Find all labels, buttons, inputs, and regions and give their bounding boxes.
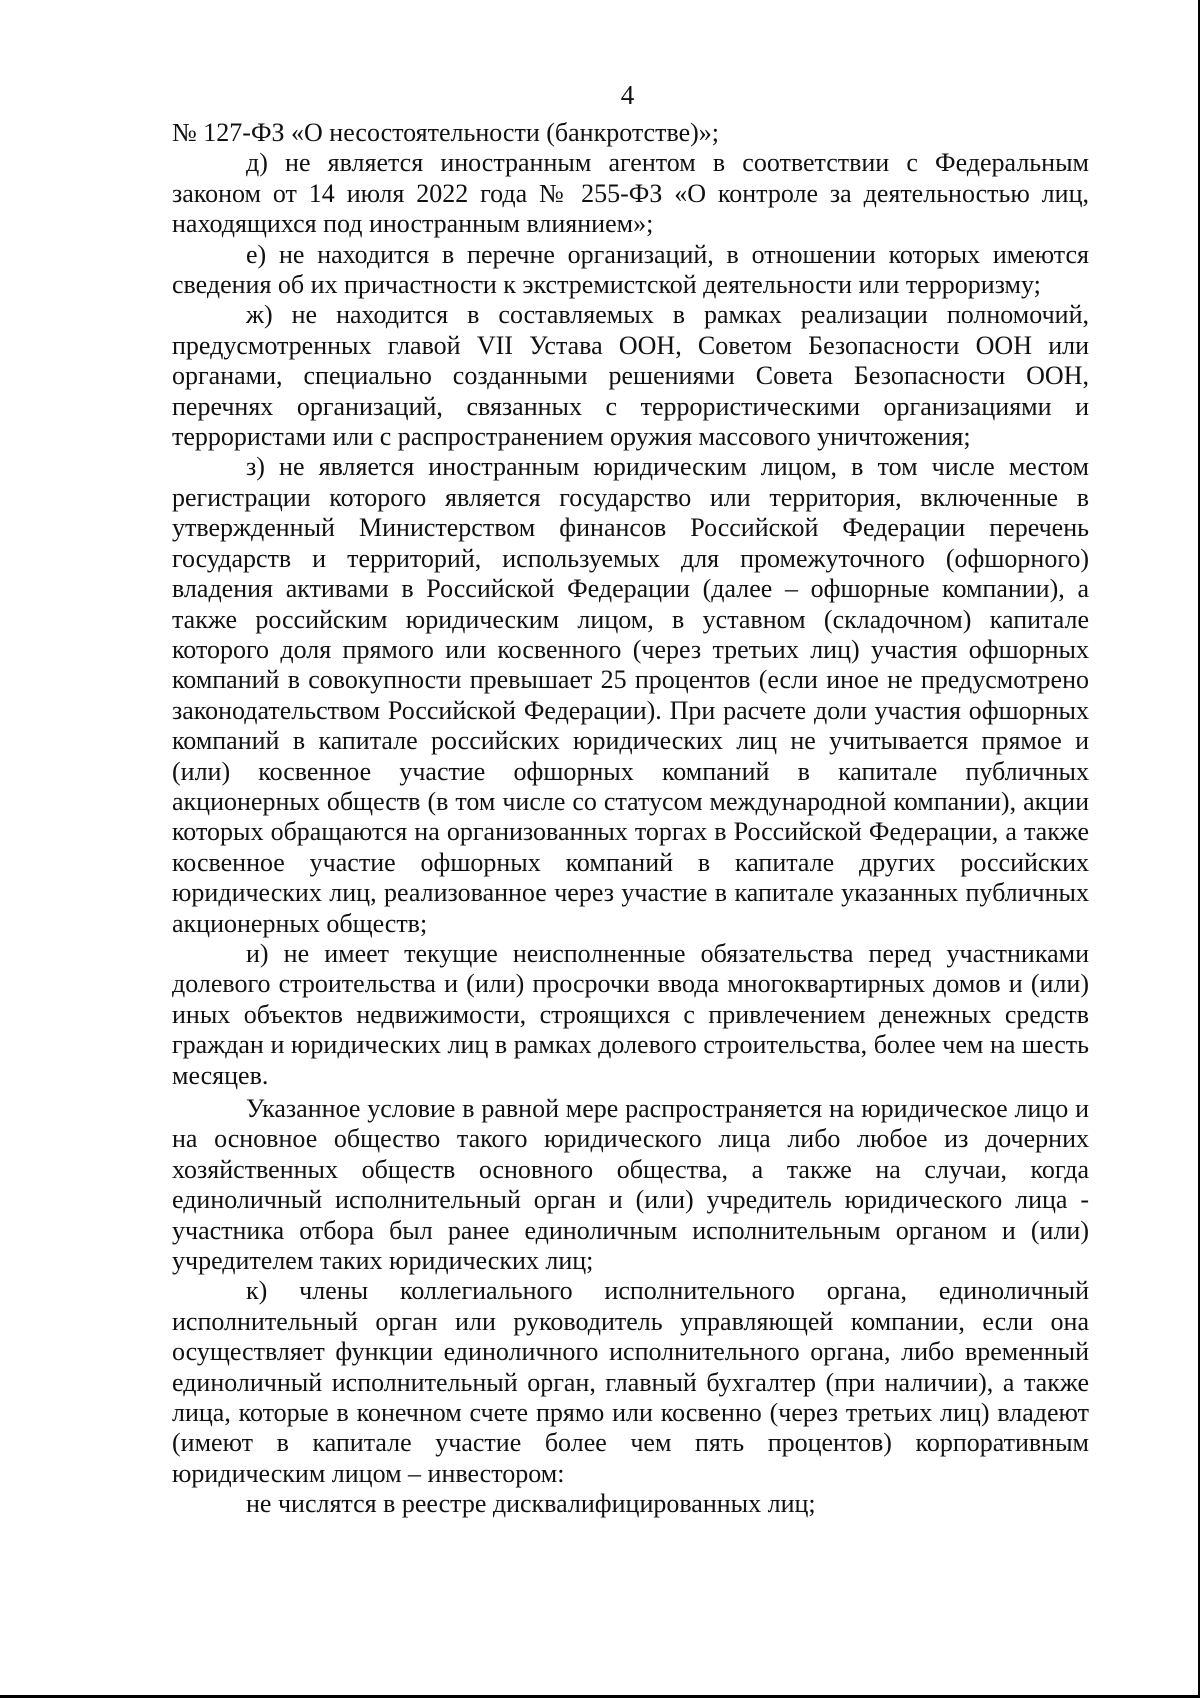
paragraph-item-k: к) члены коллегиального исполнительного органа, единоличный исполнительный орган или руководитель управляющей компании, если она осуществляет функции единоличного исполнительного органа, либо временный единоличный исполнительный орган, главный бухгалтер (при наличии), а также лица, которые в конечном счете прямо или косвенно (через третьих лиц) владеют (имеют в капитале участие более чем пять процентов) корпоративным юридическим лицом – инвестором: <box>172 1276 1089 1488</box>
paragraph-item-i: и) не имеет текущие неисполненные обязательства перед участниками долевого строительства и (или) просрочки ввода многоквартирных домов и (или) иных объектов недвижимости, строящихся с привлечением денежных средств граждан и юридических лиц в рамках долевого строительства, более чем на шесть месяцев. <box>172 938 1089 1090</box>
paragraph-continuation: № 127-ФЗ «О несостоятельности (банкротстве)»; <box>172 118 719 147</box>
paragraph-item-e: е) не находится в перечне организаций, в отношении которых имеются сведения об их причастности к экстремистской деятельности или терроризму; <box>172 239 1089 300</box>
page-number: 4 <box>620 80 635 110</box>
paragraph-item-d: д) не является иностранным агентом в соответствии с Федеральным законом от 14 июля 2022 года № 255-ФЗ «О контроле за деятельностью лиц, находящихся под иностранным влиянием»; <box>172 148 1089 239</box>
document-body <box>172 118 1089 1520</box>
paragraph-item-z: з) не является иностранным юридическим лицом, в том числе местом регистрации которого является государство или территория, включенные в утвержденный Министерством финансов Российской Федерации перечень государств и территорий, используемых для промежуточного (офшорного) владения активами в Российской Федерации (далее – офшорные компании), а также российским юридическим лицом, в уставном (складочном) капитале которого доля прямого или косвенного (через третьих лиц) участия офшорных компаний в совокупности превышает 25 процентов (если иное не предусмотрено законодательством Российской Федерации). При расчете доли участия офшорных компаний в капитале российских юридических лиц не учитывается прямое и (или) косвенное участие офшорных компаний в капитале публичных акционерных обществ (в том числе со статусом международной компании), акции которых обращаются на организованных торгах в Российской Федерации, а также косвенное участие офшорных компаний в капитале других российских юридических лиц, реализованное через участие в капитале указанных публичных акционерных обществ; <box>172 452 1089 938</box>
paragraph-condition: Указанное условие в равной мере распространяется на юридическое лицо и на основное общество такого юридического лица либо любое из дочерних хозяйственных обществ основного общества, а также на случаи, когда единоличный исполнительный орган и (или) учредитель юридического лица - участника отбора был ранее единоличным исполнительным органом и (или) учредителем таких юридических лиц; <box>172 1094 1089 1276</box>
paragraph-item-zh: ж) не находится в составляемых в рамках реализации полномочий, предусмотренных главой VII Устава ООН, Советом Безопасности ООН или органами, специально созданными решениями Совета Безопасности ООН, перечнях организаций, связанных с террористическими организациями и террористами или с распространением оружия массового уничтожения; <box>172 300 1089 452</box>
paragraph-subitem: не числятся в реестре дисквалифицированных лиц; <box>246 1489 816 1519</box>
